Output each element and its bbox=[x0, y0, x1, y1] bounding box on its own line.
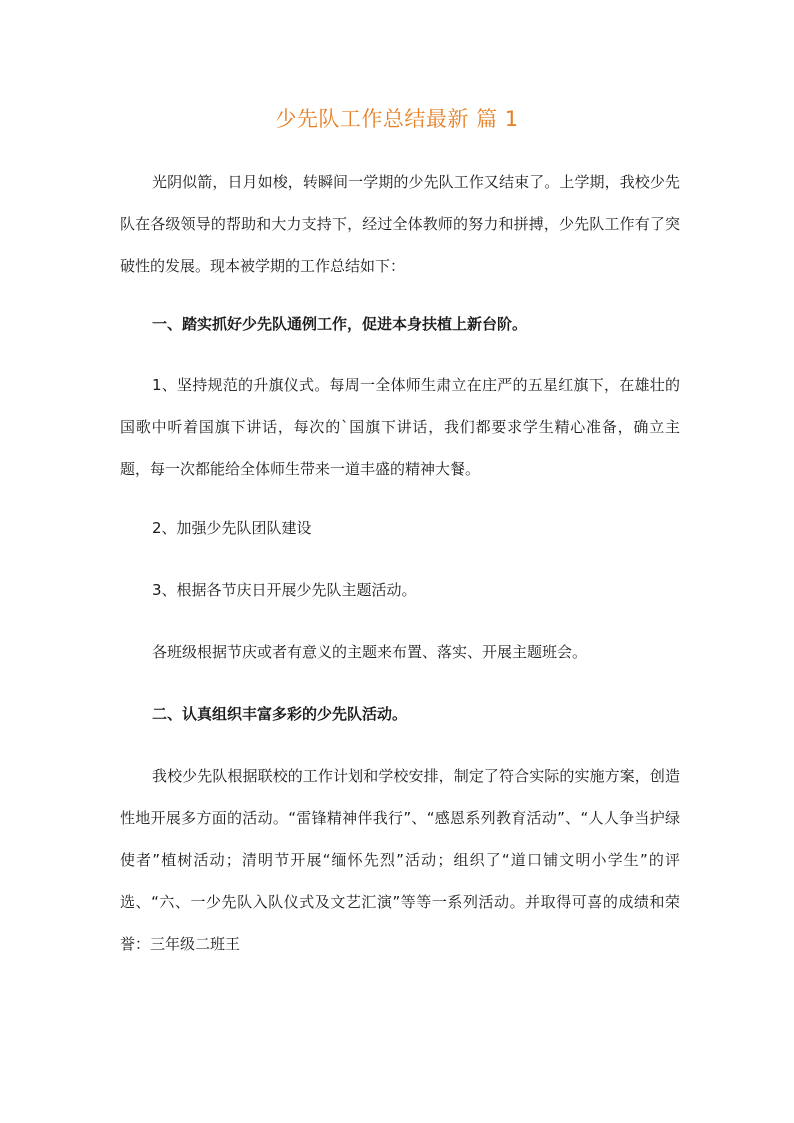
paragraph-class-meetings: 各班级根据节庆或者有意义的主题来布置、落实、开展主题班会。 bbox=[152, 643, 588, 661]
section-heading-2: 二、认真组织丰富多彩的少先队活动。 bbox=[152, 705, 408, 723]
section-heading-1: 一、踏实抓好少先队通例工作，促进本身扶植上新台阶。 bbox=[152, 315, 528, 333]
intro-paragraph: 光阴似箭，日月如梭，转瞬间一学期的少先队工作又结束了。上学期，我校少先队在各级领导的帮助和大力支持下，经过全体教师的努力和拼搏，少先队工作有了突破性的发展。现本被学期的工作总结如下： bbox=[120, 173, 680, 275]
paragraph-team-building: 2、加强少先队团队建设 bbox=[152, 519, 312, 537]
paragraph-festival-activities: 3、根据各节庆日开展少先队主题活动。 bbox=[152, 581, 417, 599]
paragraph-flag-ceremony: 1、坚持规范的升旗仪式。每周一全体师生肃立在庄严的五星红旗下，在雄壮的国歌中听着国旗下讲话，每次的`国旗下讲话，我们都要求学生精心准备，确立主题，每一次都能给全体师生带来一道丰盛的精神大餐。 bbox=[120, 376, 680, 478]
paragraph-activities: 我校少先队根据联校的工作计划和学校安排，制定了符合实际的实施方案，创造性地开展多方面的活动。“雷锋精神伴我行”、“感恩系列教育活动”、“人人争当护绿使者”植树活动；清明节开展“缅怀先烈”活动；组织了“道口铺文明小学生”的评选、“六、一少先队入队仪式及文艺汇演”等等一系列活动。并取得可喜的成绩和荣誉：三年级二班王 bbox=[120, 767, 680, 953]
document-title: 少先队工作总结最新 篇 1 bbox=[275, 107, 519, 131]
